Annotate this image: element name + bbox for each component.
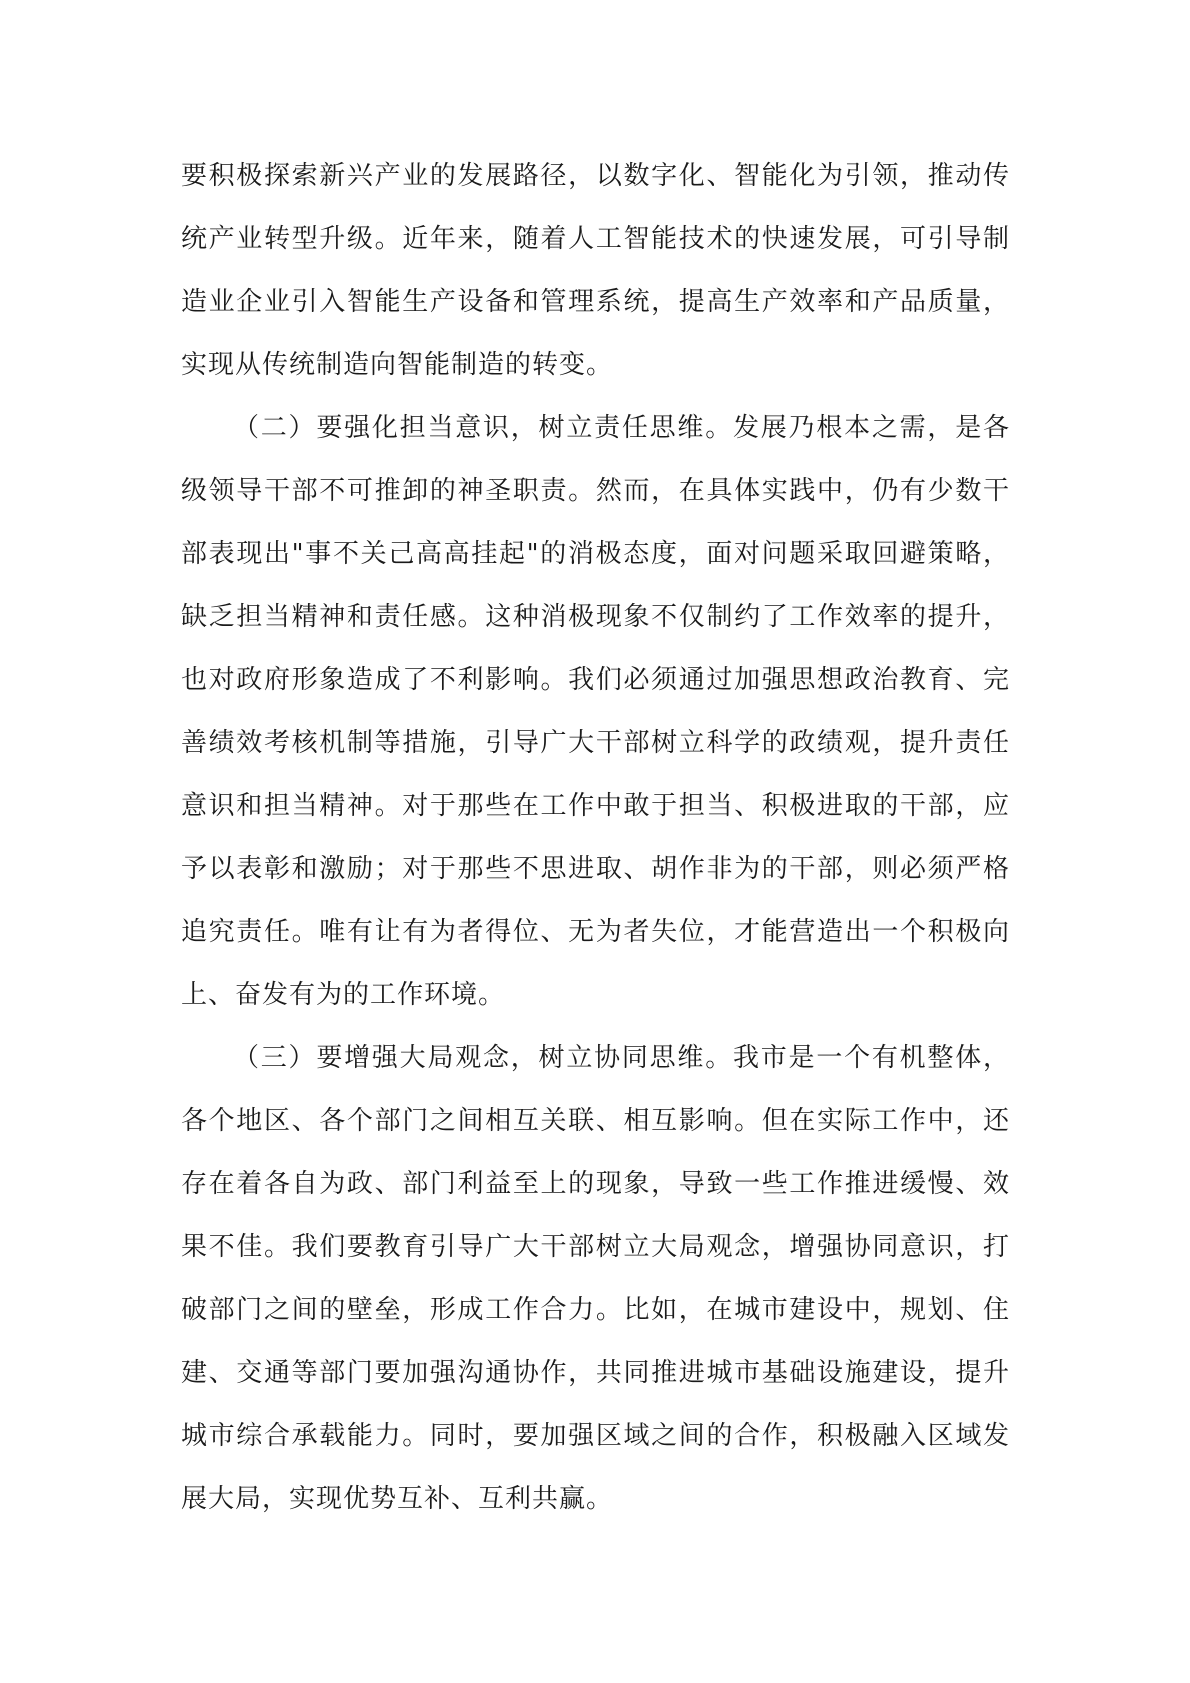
text-line: 造业企业引入智能生产设备和管理系统，提高生产效率和产品质量， — [181, 287, 1010, 317]
text-line: 实现从传统制造向智能制造的转变。 — [181, 350, 614, 380]
text-line: 存在着各自为政、部门利益至上的现象，导致一些工作推进缓慢、效 — [181, 1169, 1010, 1199]
text-line: 也对政府形象造成了不利影响。我们必须通过加强思想政治教育、完 — [181, 665, 1010, 695]
paragraph-section-two — [181, 397, 1010, 1027]
text-line: 各个地区、各个部门之间相互关联、相互影响。但在实际工作中，还 — [181, 1106, 1010, 1136]
section-heading-line: （二）要强化担当意识，树立责任思维。发展乃根本之需，是各 — [233, 413, 1010, 443]
text-line: 展大局，实现优势互补、互利共赢。 — [181, 1484, 614, 1514]
text-line: 统产业转型升级。近年来，随着人工智能技术的快速发展，可引导制 — [181, 224, 1010, 254]
text-line: 破部门之间的壁垒，形成工作合力。比如，在城市建设中，规划、住 — [181, 1295, 1010, 1325]
text-line: 部表现出"事不关己高高挂起"的消极态度，面对问题采取回避策略， — [181, 539, 1010, 569]
text-line: 予以表彰和激励；对于那些不思进取、胡作非为的干部，则必须严格 — [181, 854, 1010, 884]
text-line: 级领导干部不可推卸的神圣职责。然而，在具体实践中，仍有少数干 — [181, 476, 1010, 506]
text-line: 要积极探索新兴产业的发展路径，以数字化、智能化为引领，推动传 — [181, 161, 1010, 191]
text-line: 缺乏担当精神和责任感。这种消极现象不仅制约了工作效率的提升， — [181, 602, 1010, 632]
text-line: 意识和担当精神。对于那些在工作中敢于担当、积极进取的干部，应 — [181, 791, 1010, 821]
paragraph-section-three — [181, 1027, 1010, 1531]
text-line: 果不佳。我们要教育引导广大干部树立大局观念，增强协同意识，打 — [181, 1232, 1010, 1262]
text-line: 建、交通等部门要加强沟通协作，共同推进城市基础设施建设，提升 — [181, 1358, 1010, 1388]
text-line: 追究责任。唯有让有为者得位、无为者失位，才能营造出一个积极向 — [181, 917, 1010, 947]
text-line: 上、奋发有为的工作环境。 — [181, 980, 506, 1010]
text-line: 城市综合承载能力。同时，要加强区域之间的合作，积极融入区域发 — [181, 1421, 1010, 1451]
text-line: 善绩效考核机制等措施，引导广大干部树立科学的政绩观，提升责任 — [181, 728, 1010, 758]
section-heading-line: （三）要增强大局观念，树立协同思维。我市是一个有机整体， — [233, 1043, 1010, 1073]
document-page — [181, 145, 1010, 1531]
paragraph-intro — [181, 145, 1010, 397]
